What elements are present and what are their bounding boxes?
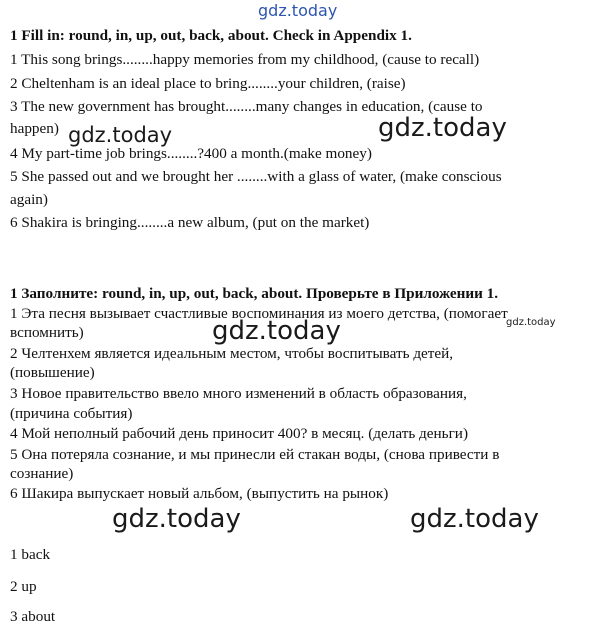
answer-item: 2 up bbox=[10, 578, 37, 595]
watermark: gdz.today bbox=[68, 123, 173, 147]
exercise-line: 5 She passed out and we brought her ........with a glass of water, (make conscious bbox=[10, 168, 502, 185]
exercise-line: 3 The new government has brought........many changes in education, (cause to bbox=[10, 98, 483, 115]
exercise-heading-ru: 1 Заполните: round, in, up, out, back, about. Проверьте в Приложении 1. bbox=[10, 285, 499, 302]
exercise-line: 6 Шакира выпускает новый альбом, (выпустить на рынок) bbox=[10, 485, 389, 502]
exercise-heading-en: 1 Fill in: round, in, up, out, back, about. Check in Appendix 1. bbox=[10, 27, 412, 44]
exercise-line: 1 This song brings........happy memories from my childhood, (cause to recall) bbox=[10, 51, 480, 68]
exercise-line: вспомнить) bbox=[10, 324, 84, 341]
watermark: gdz.today bbox=[506, 317, 556, 328]
exercise-line: (повышение) bbox=[10, 364, 95, 381]
exercise-line: 4 Мой неполный рабочий день приносит 400? в месяц. (делать деньги) bbox=[10, 425, 468, 442]
watermark: gdz.today bbox=[378, 113, 507, 143]
answer-item: 3 about bbox=[10, 608, 56, 625]
watermark: gdz.today bbox=[112, 504, 241, 534]
exercise-line: 6 Shakira is bringing........a new album, (put on the market) bbox=[10, 214, 370, 231]
watermark: gdz.today bbox=[410, 504, 539, 534]
exercise-line: (причина события) bbox=[10, 405, 133, 422]
exercise-line: 4 My part-time job brings........?400 a month.(make money) bbox=[10, 145, 372, 162]
exercise-line: happen) bbox=[10, 120, 59, 137]
exercise-line: 2 Челтенхем является идеальным местом, чтобы воспитывать детей, bbox=[10, 345, 454, 362]
exercise-line: 5 Она потеряла сознание, и мы принесли ей стакан воды, (снова привести в bbox=[10, 446, 500, 463]
answer-item: 1 back bbox=[10, 546, 51, 563]
watermark-top: gdz.today bbox=[258, 1, 338, 20]
exercise-line: 1 Эта песня вызывает счастливые воспоминания из моего детства, (помогает bbox=[10, 305, 508, 322]
exercise-line: 2 Cheltenham is an ideal place to bring........your children, (raise) bbox=[10, 75, 406, 92]
exercise-line: 3 Новое правительство ввело много изменений в область образования, bbox=[10, 385, 467, 402]
watermark: gdz.today bbox=[212, 316, 341, 346]
exercise-line: сознание) bbox=[10, 465, 74, 482]
exercise-line: again) bbox=[10, 191, 48, 208]
